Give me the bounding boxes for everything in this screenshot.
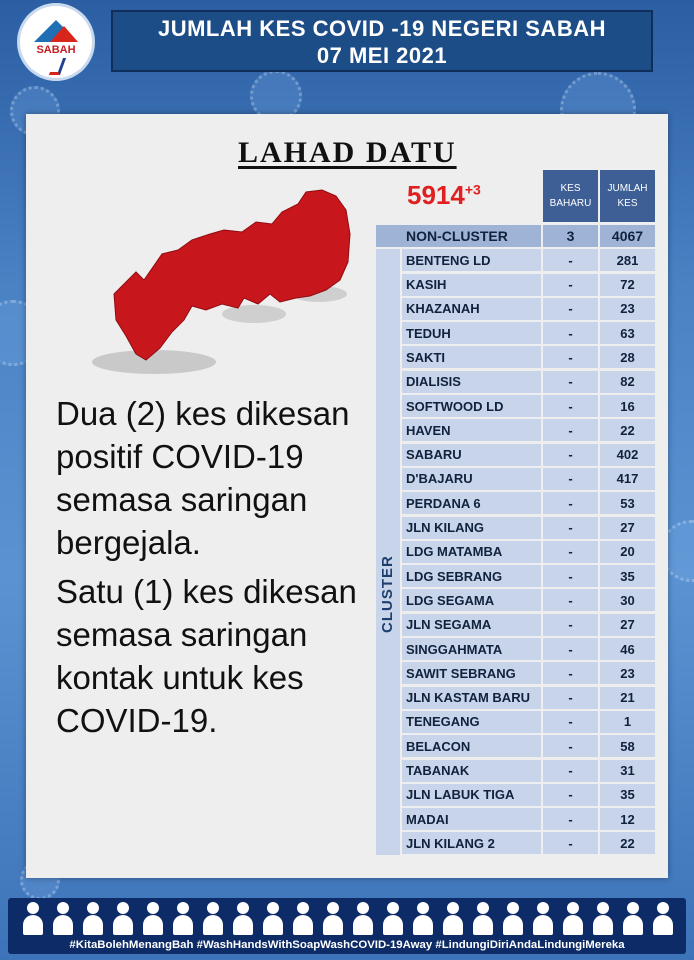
logo-text: SABAH xyxy=(36,44,76,56)
row-kes-baharu: - xyxy=(543,517,598,539)
row-kes-baharu: - xyxy=(543,322,598,344)
row-jumlah-kes: 63 xyxy=(600,322,655,344)
row-jumlah-kes: 22 xyxy=(600,832,655,854)
cluster-row xyxy=(376,516,655,540)
district-title: LAHAD DATU xyxy=(238,136,457,169)
row-jumlah-kes: 16 xyxy=(600,395,655,417)
person-icon xyxy=(112,902,134,936)
total-cases xyxy=(407,180,481,211)
row-jumlah-kes: 53 xyxy=(600,492,655,514)
header-title: JUMLAH KES COVID -19 NEGERI SABAH xyxy=(157,16,606,41)
row-kes-baharu: - xyxy=(543,468,598,490)
person-icon xyxy=(142,902,164,936)
row-kes-baharu: - xyxy=(543,614,598,636)
row-name: JLN KASTAM BARU xyxy=(402,687,541,709)
row-jumlah-kes: 30 xyxy=(600,589,655,611)
row-kes-baharu: - xyxy=(543,808,598,830)
row-jumlah-kes: 12 xyxy=(600,808,655,830)
row-jumlah-kes: 28 xyxy=(600,346,655,368)
row-kes-baharu: - xyxy=(543,419,598,441)
row-kes-baharu: 3 xyxy=(543,225,598,247)
row-kes-baharu: - xyxy=(543,662,598,684)
person-icon xyxy=(352,902,374,936)
row-jumlah-kes: 35 xyxy=(600,565,655,587)
person-icon xyxy=(82,902,104,936)
footer-hashtags: #KitaBolehMenangBah #WashHandsWithSoapWashCOVID-19Away #LindungiDiriAndaLindungiMereka xyxy=(69,939,625,951)
person-icon xyxy=(652,902,674,936)
person-icon xyxy=(442,902,464,936)
cluster-row xyxy=(376,467,655,491)
col-head-jumlah-kes-label: JUMLAH KES xyxy=(607,183,648,209)
person-icon xyxy=(412,902,434,936)
row-kes-baharu: - xyxy=(543,346,598,368)
person-icon xyxy=(532,902,554,936)
row-name: JLN KILANG 2 xyxy=(402,832,541,854)
cluster-row xyxy=(376,734,655,758)
non-cluster-row xyxy=(376,224,655,248)
row-name: SOFTWOOD LD xyxy=(402,395,541,417)
row-kes-baharu: - xyxy=(543,832,598,854)
message-paragraph-2: Satu (1) kes dikesan semasa saringan kontak untuk kes COVID-19. xyxy=(56,573,357,739)
row-kes-baharu: - xyxy=(543,711,598,733)
info-card xyxy=(26,114,668,878)
cluster-row xyxy=(376,540,655,564)
row-jumlah-kes: 22 xyxy=(600,419,655,441)
row-name: LDG MATAMBA xyxy=(402,541,541,563)
cluster-row xyxy=(376,710,655,734)
row-name: MADAI xyxy=(402,808,541,830)
row-name: TEDUH xyxy=(402,322,541,344)
row-name: LDG SEBRANG xyxy=(402,565,541,587)
row-kes-baharu: - xyxy=(543,760,598,782)
person-icon xyxy=(502,902,524,936)
row-jumlah-kes: 46 xyxy=(600,638,655,660)
row-kes-baharu: - xyxy=(543,249,598,271)
case-message xyxy=(56,392,376,742)
row-kes-baharu: - xyxy=(543,371,598,393)
row-name: HAVEN xyxy=(402,419,541,441)
person-icon xyxy=(472,902,494,936)
col-head-kes-baharu xyxy=(543,170,598,222)
header-date: 07 MEI 2021 xyxy=(316,43,448,68)
cluster-row xyxy=(376,686,655,710)
row-jumlah-kes: 402 xyxy=(600,444,655,466)
person-icon xyxy=(22,902,44,936)
row-name: JLN KILANG xyxy=(402,517,541,539)
cluster-row xyxy=(376,297,655,321)
row-kes-baharu: - xyxy=(543,735,598,757)
row-kes-baharu: - xyxy=(543,298,598,320)
row-jumlah-kes: 417 xyxy=(600,468,655,490)
row-jumlah-kes: 72 xyxy=(600,274,655,296)
row-name: KASIH xyxy=(402,274,541,296)
row-jumlah-kes: 281 xyxy=(600,249,655,271)
row-name: D'BAJARU xyxy=(402,468,541,490)
message-paragraph-1: Dua (2) kes dikesan positif COVID-19 semasa saringan bergejala. xyxy=(56,395,350,561)
cluster-row xyxy=(376,248,655,272)
row-jumlah-kes: 20 xyxy=(600,541,655,563)
cluster-row xyxy=(376,418,655,442)
total-value: 5914 xyxy=(407,180,465,210)
row-name: NON-CLUSTER xyxy=(376,225,541,247)
row-jumlah-kes: 82 xyxy=(600,371,655,393)
row-name: JLN LABUK TIGA xyxy=(402,784,541,806)
header-banner xyxy=(111,10,653,72)
district-map xyxy=(74,184,359,374)
cluster-row xyxy=(376,345,655,369)
row-name: SINGGAHMATA xyxy=(402,638,541,660)
row-kes-baharu: - xyxy=(543,395,598,417)
person-icon xyxy=(262,902,284,936)
cluster-row xyxy=(376,273,655,297)
person-icon xyxy=(292,902,314,936)
row-name: JLN SEGAMA xyxy=(402,614,541,636)
row-name: LDG SEGAMA xyxy=(402,589,541,611)
row-kes-baharu: - xyxy=(543,638,598,660)
person-icon xyxy=(382,902,404,936)
row-name: TABANAK xyxy=(402,760,541,782)
row-name: BENTENG LD xyxy=(402,249,541,271)
cluster-row xyxy=(376,807,655,831)
footer-banner xyxy=(8,898,686,954)
row-kes-baharu: - xyxy=(543,687,598,709)
row-jumlah-kes: 4067 xyxy=(600,225,655,247)
row-name: SAKTI xyxy=(402,346,541,368)
cluster-row xyxy=(376,637,655,661)
person-icon xyxy=(622,902,644,936)
cluster-row xyxy=(376,831,655,855)
person-icon xyxy=(562,902,584,936)
row-jumlah-kes: 1 xyxy=(600,711,655,733)
row-kes-baharu: - xyxy=(543,492,598,514)
row-name: DIALISIS xyxy=(402,371,541,393)
cluster-row xyxy=(376,661,655,685)
row-jumlah-kes: 27 xyxy=(600,517,655,539)
cluster-row xyxy=(376,394,655,418)
row-kes-baharu: - xyxy=(543,274,598,296)
row-kes-baharu: - xyxy=(543,444,598,466)
row-name: KHAZANAH xyxy=(402,298,541,320)
sabah-logo xyxy=(20,6,92,78)
row-jumlah-kes: 35 xyxy=(600,784,655,806)
row-kes-baharu: - xyxy=(543,784,598,806)
col-head-kes-baharu-label: KES BAHARU xyxy=(549,183,592,209)
row-kes-baharu: - xyxy=(543,589,598,611)
cluster-row xyxy=(376,491,655,515)
row-name: SAWIT SEBRANG xyxy=(402,662,541,684)
row-jumlah-kes: 23 xyxy=(600,298,655,320)
row-jumlah-kes: 23 xyxy=(600,662,655,684)
row-jumlah-kes: 31 xyxy=(600,760,655,782)
row-jumlah-kes: 58 xyxy=(600,735,655,757)
person-icon xyxy=(232,902,254,936)
total-new: +3 xyxy=(464,181,481,198)
cases-table xyxy=(376,224,655,856)
cluster-row xyxy=(376,759,655,783)
row-kes-baharu: - xyxy=(543,565,598,587)
cluster-row xyxy=(376,613,655,637)
person-icon xyxy=(202,902,224,936)
person-icon xyxy=(172,902,194,936)
cluster-row xyxy=(376,321,655,345)
col-head-jumlah-kes xyxy=(600,170,655,222)
row-jumlah-kes: 27 xyxy=(600,614,655,636)
cluster-label: CLUSTER xyxy=(379,555,396,633)
cluster-row xyxy=(376,588,655,612)
row-name: BELACON xyxy=(402,735,541,757)
cluster-row xyxy=(376,443,655,467)
row-jumlah-kes: 21 xyxy=(600,687,655,709)
cluster-row xyxy=(376,564,655,588)
row-kes-baharu: - xyxy=(543,541,598,563)
row-name: TENEGANG xyxy=(402,711,541,733)
person-icon xyxy=(592,902,614,936)
row-name: PERDANA 6 xyxy=(402,492,541,514)
row-name: SABARU xyxy=(402,444,541,466)
cluster-row xyxy=(376,783,655,807)
cluster-row xyxy=(376,370,655,394)
person-icon xyxy=(322,902,344,936)
person-icon xyxy=(52,902,74,936)
